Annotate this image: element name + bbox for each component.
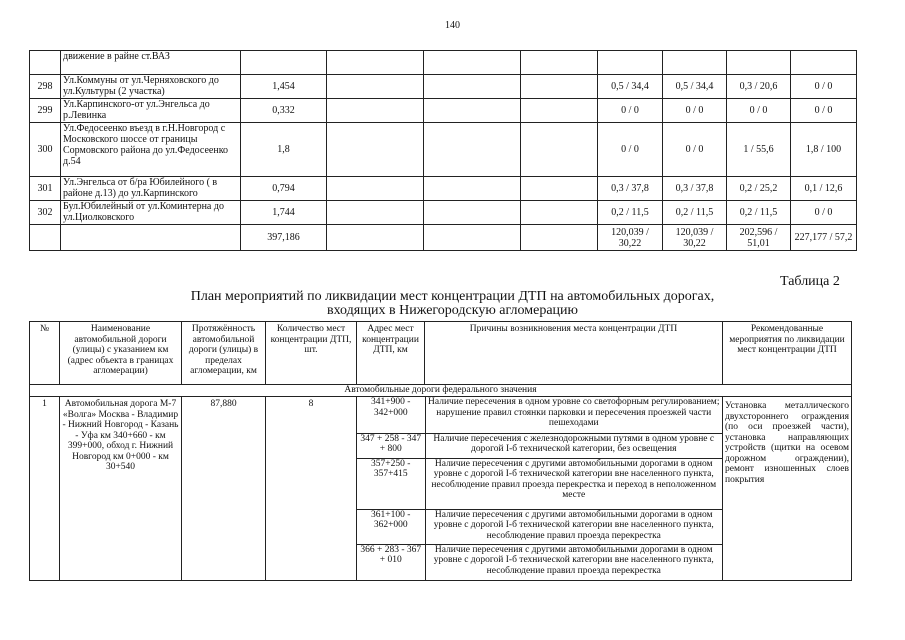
spot-row [357,433,722,458]
accident-spot-count: 8 [266,397,357,581]
street-length: 1,8 [241,123,327,177]
spot-address: 361+100 - 362+000 [357,509,425,544]
value-cell: 0,1 / 12,6 [791,177,857,201]
total-value: 227,177 / 57,2 [791,225,857,251]
table-header-row [30,322,852,385]
table-row [30,51,857,75]
value-cell: 0,2 / 11,5 [663,201,727,225]
spot-cause: Наличие пересечения в одном уровне со светофорным регулированием; нарушение правил стоянки парковки и пересечения проезжей части пешеходами [425,397,722,433]
street-length: 0,794 [241,177,327,201]
spot-row [357,544,722,580]
value-cell: 1 / 55,6 [727,123,791,177]
header-count: Количество мест концентрации ДТП, шт. [266,322,357,385]
table-title-line: План мероприятий по ликвидации мест концентрации ДТП на автомобильных дорогах, [190,289,715,304]
spot-cause: Наличие пересечения с другими автомобильными дорогами в одном уровне с дорогой I-б технической категории вне населенного пункта, несоблюдение правил проезда перекрестка [425,509,722,544]
row-number: 300 [30,123,61,177]
street-name: Ул.Федосеенко въезд в г.Н.Новгород с Московского шоссе от границы Сормовского района до ул.Федосеенко д.54 [61,123,241,177]
value-cell: 0,5 / 34,4 [598,75,663,99]
spot-cause: Наличие пересечения с другими автомобильными дорогами в одном уровне с дорогой I-б технической категории вне населенного пункта, несоблюдение правил проезда перекрестка и переход в неположенном месте [425,458,722,509]
value-cell: 0,3 / 37,8 [663,177,727,201]
section-title: Автомобильные дороги федерального значения [30,385,852,397]
value-cell: 0,2 / 11,5 [727,201,791,225]
total-value: 120,039 / 30,22 [663,225,727,251]
value-cell: 0 / 0 [791,201,857,225]
continuation-text: движение в райне ст.ВАЗ [61,51,241,75]
value-cell: 0 / 0 [598,99,663,123]
street-length: 0,332 [241,99,327,123]
value-cell: 0,3 / 37,8 [598,177,663,201]
recommended-measures: Установка металлического двухстороннего ограждения (по оси проезжей части), установка направляющих устройств (щитки на осевом дорожном ограждении), ремонт изношенных слоев покрытия [723,397,852,581]
table-row [30,75,857,99]
table-row [30,201,857,225]
street-name: Ул.Коммуны от ул.Черняховского до ул.Культуры (2 участка) [61,75,241,99]
road-number: 1 [30,397,60,581]
street-name: Бул.Юбилейный от ул.Коминтерна до ул.Циолковского [61,201,241,225]
table-row [30,123,857,177]
table-row [30,177,857,201]
table-row [30,397,852,581]
row-number: 299 [30,99,61,123]
table-title [100,290,805,318]
section-row [30,385,852,397]
row-number: 302 [30,201,61,225]
value-cell: 0,2 / 25,2 [727,177,791,201]
value-cell: 0 / 0 [663,99,727,123]
spot-row [357,509,722,544]
road-length: 87,880 [182,397,266,581]
value-cell: 0 / 0 [727,99,791,123]
value-cell: 0 / 0 [791,99,857,123]
spot-row [357,397,722,433]
header-length: Протяжённость автомобильной дороги (улицы) в пределах агломерации, км [182,322,266,385]
spots-table [357,397,722,580]
row-number: 301 [30,177,61,201]
spot-row [357,458,722,509]
row-number: 298 [30,75,61,99]
value-cell: 0,3 / 20,6 [727,75,791,99]
table2 [29,321,852,581]
spots-cell [357,397,723,581]
table-label: Таблица 2 [780,274,840,289]
header-address: Адрес мест концентрации ДТП, км [357,322,425,385]
total-value: 120,039 / 30,22 [598,225,663,251]
spot-cause: Наличие пересечения с железнодорожными путями в одном уровне с дорогой I-б технической категории, без освещения [425,433,722,458]
value-cell: 0,2 / 11,5 [598,201,663,225]
street-length: 1,454 [241,75,327,99]
spot-address: 366 + 283 - 367 + 010 [357,544,425,580]
road-name: Автомобильная дорога М-7 «Волга» Москва - Владимир - Нижний Новгород - Казань - Уфа км 340+660 - км 399+000, обход г. Нижний Новгород км 0+000 - км 30+540 [60,397,182,581]
header-num: № [30,322,60,385]
header-road-name: Наименование автомобильной дороги (улицы) с указанием км (адрес объекта в границах агломерации) [60,322,182,385]
total-value: 202,596 / 51,01 [727,225,791,251]
header-recommended: Рекомендованные мероприятия по ликвидации мест концентрации ДТП [723,322,852,385]
table-title-line: входящих в Нижегородскую агломерацию [326,303,578,318]
value-cell: 0,5 / 34,4 [663,75,727,99]
page-number: 140 [445,20,460,31]
spot-address: 341+900 - 342+000 [357,397,425,433]
table1 [29,50,857,251]
value-cell: 0 / 0 [791,75,857,99]
spot-address: 357+250 - 357+415 [357,458,425,509]
table-total-row [30,225,857,251]
street-name: Ул.Энгельса от б/ра Юбилейного ( в районе д.13) до ул.Карпинского [61,177,241,201]
total-length: 397,186 [241,225,327,251]
spot-address: 347 + 258 - 347 + 800 [357,433,425,458]
value-cell: 0 / 0 [663,123,727,177]
street-name: Ул.Карпинского-от ул.Энгельса до р.Левинка [61,99,241,123]
value-cell: 1,8 / 100 [791,123,857,177]
table-row [30,99,857,123]
value-cell: 0 / 0 [598,123,663,177]
header-causes: Причины возникновения места концентрации ДТП [425,322,723,385]
street-length: 1,744 [241,201,327,225]
spot-cause: Наличие пересечения с другими автомобильными дорогами в одном уровне с дорогой I-б технической категории вне населенного пункта, несоблюдение правил проезда перекрестка [433,544,714,576]
